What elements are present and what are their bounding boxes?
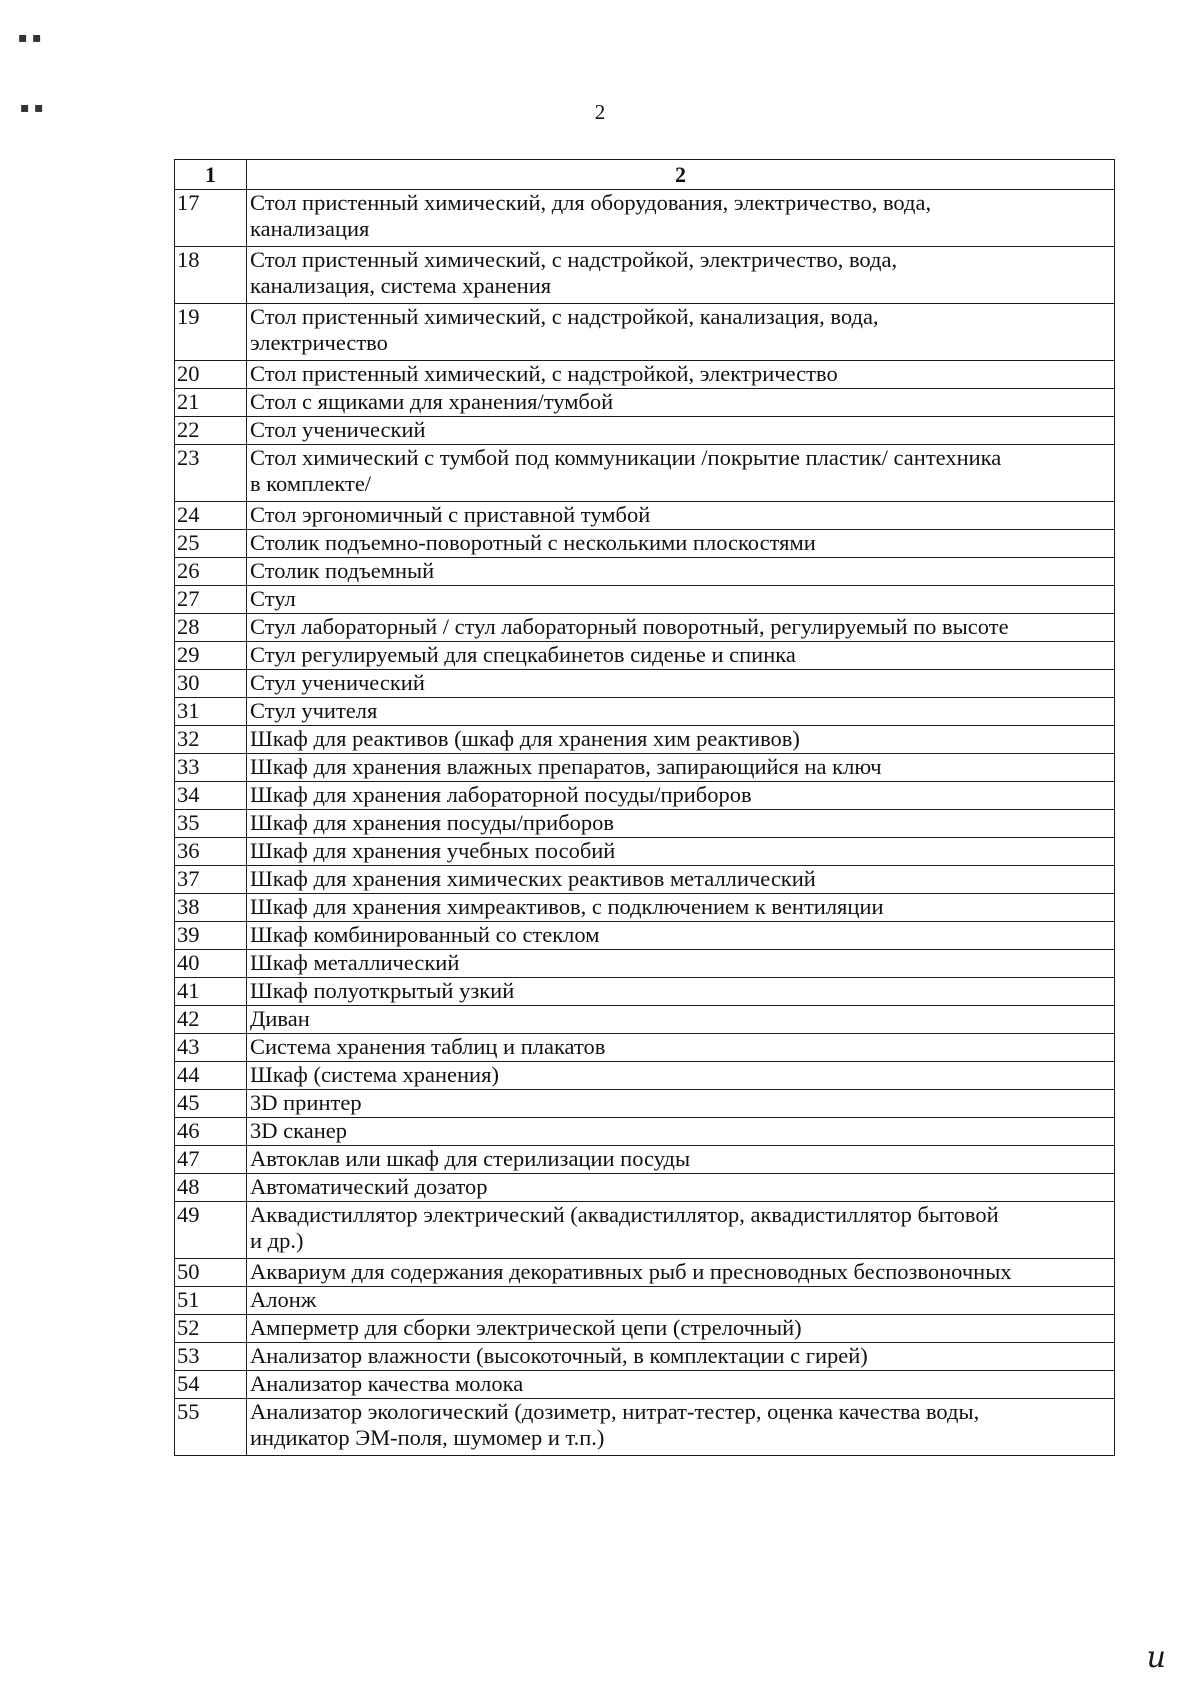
row-item-name: Стул: [247, 586, 1115, 614]
table-row: [175, 502, 1115, 530]
row-item-name: Диван: [247, 1006, 1115, 1034]
handwritten-initial: и: [1146, 1640, 1166, 1675]
row-number: 52: [175, 1315, 247, 1343]
row-item-name: Шкаф полуоткрытый узкий: [247, 978, 1115, 1006]
table-row: [175, 642, 1115, 670]
row-number: 19: [175, 304, 247, 361]
row-number: 41: [175, 978, 247, 1006]
row-number: 21: [175, 389, 247, 417]
row-item-name: Шкаф для хранения лабораторной посуды/приборов: [247, 782, 1115, 810]
row-item-name: Стол пристенный химический, с надстройкой, электричество: [247, 361, 1115, 389]
table-row: [175, 1006, 1115, 1034]
row-item-name: Система хранения таблиц и плакатов: [247, 1034, 1115, 1062]
row-item-name: Анализатор экологический (дозиметр, нитрат-тестер, оценка качества воды, индикатор ЭМ-поля, шумомер и т.п.): [247, 1399, 1115, 1456]
scan-speck: ▪ ▪: [20, 100, 44, 116]
row-number: 27: [175, 586, 247, 614]
table-row: [175, 1343, 1115, 1371]
row-item-name: Шкаф для реактивов (шкаф для хранения хим реактивов): [247, 726, 1115, 754]
row-item-name: Стул лабораторный / стул лабораторный поворотный, регулируемый по высоте: [247, 614, 1115, 642]
table-row: [175, 1118, 1115, 1146]
row-number: 35: [175, 810, 247, 838]
row-item-name: Стол пристенный химический, для оборудования, электричество, вода, канализация: [247, 190, 1115, 247]
table-row: [175, 922, 1115, 950]
row-number: 39: [175, 922, 247, 950]
row-item-name: Стол пристенный химический, с надстройкой, канализация, вода, электричество: [247, 304, 1115, 361]
table-row: [175, 1174, 1115, 1202]
table-row: [175, 978, 1115, 1006]
row-item-name: Стол ученический: [247, 417, 1115, 445]
table-header-row: [175, 160, 1115, 190]
row-number: 29: [175, 642, 247, 670]
row-number: 20: [175, 361, 247, 389]
table-row: [175, 810, 1115, 838]
table-row: [175, 558, 1115, 586]
row-item-name: Автоклав или шкаф для стерилизации посуды: [247, 1146, 1115, 1174]
scan-speck: ▪ ▪: [18, 30, 42, 46]
row-item-name: Шкаф для хранения химических реактивов металлический: [247, 866, 1115, 894]
row-number: 36: [175, 838, 247, 866]
row-number: 33: [175, 754, 247, 782]
row-item-name: Автоматический дозатор: [247, 1174, 1115, 1202]
row-number: 42: [175, 1006, 247, 1034]
row-item-name: Стол пристенный химический, с надстройкой, электричество, вода, канализация, система хранения: [247, 247, 1115, 304]
table-row: [175, 1315, 1115, 1343]
table-row: [175, 1146, 1115, 1174]
row-number: 18: [175, 247, 247, 304]
row-item-name: Амперметр для сборки электрической цепи (стрелочный): [247, 1315, 1115, 1343]
table-row: [175, 754, 1115, 782]
row-item-name: Столик подъемный: [247, 558, 1115, 586]
row-number: 50: [175, 1259, 247, 1287]
row-item-name: Шкаф металлический: [247, 950, 1115, 978]
row-number: 55: [175, 1399, 247, 1456]
table-row: [175, 1090, 1115, 1118]
row-number: 32: [175, 726, 247, 754]
row-item-name: Столик подъемно-поворотный с несколькими плоскостями: [247, 530, 1115, 558]
row-number: 24: [175, 502, 247, 530]
table-row: [175, 698, 1115, 726]
row-item-name: Шкаф для хранения химреактивов, с подключением к вентиляции: [247, 894, 1115, 922]
row-item-name: Стул регулируемый для спецкабинетов сиденье и спинка: [247, 642, 1115, 670]
row-item-name: Шкаф для хранения влажных препаратов, запирающийся на ключ: [247, 754, 1115, 782]
table-row: [175, 586, 1115, 614]
row-item-name: Аквариум для содержания декоративных рыб и пресноводных беспозвоночных: [247, 1259, 1115, 1287]
row-item-name: Аквадистиллятор электрический (аквадистиллятор, аквадистиллятор бытовой и др.): [247, 1202, 1115, 1259]
column-header-number: 1: [175, 160, 247, 190]
table-row: [175, 894, 1115, 922]
row-item-name: Шкаф комбинированный со стеклом: [247, 922, 1115, 950]
row-item-name: Стол с ящиками для хранения/тумбой: [247, 389, 1115, 417]
table-row: [175, 1371, 1115, 1399]
row-number: 45: [175, 1090, 247, 1118]
row-number: 49: [175, 1202, 247, 1259]
row-number: 43: [175, 1034, 247, 1062]
row-item-name: Стул учителя: [247, 698, 1115, 726]
row-number: 38: [175, 894, 247, 922]
row-number: 37: [175, 866, 247, 894]
table-row: [175, 361, 1115, 389]
row-number: 54: [175, 1371, 247, 1399]
row-number: 26: [175, 558, 247, 586]
table-row: [175, 1034, 1115, 1062]
row-number: 22: [175, 417, 247, 445]
table-row: [175, 726, 1115, 754]
table-row: [175, 190, 1115, 247]
table-row: [175, 866, 1115, 894]
row-item-name: Анализатор качества молока: [247, 1371, 1115, 1399]
row-item-name: Стол химический с тумбой под коммуникации /покрытие пластик/ сантехника в комплекте/: [247, 445, 1115, 502]
row-item-name: Анализатор влажности (высокоточный, в комплектации с гирей): [247, 1343, 1115, 1371]
table-row: [175, 530, 1115, 558]
table-row: [175, 304, 1115, 361]
row-number: 40: [175, 950, 247, 978]
row-item-name: 3D принтер: [247, 1090, 1115, 1118]
row-number: 53: [175, 1343, 247, 1371]
row-number: 25: [175, 530, 247, 558]
row-number: 46: [175, 1118, 247, 1146]
table-row: [175, 670, 1115, 698]
row-number: 47: [175, 1146, 247, 1174]
equipment-table: [174, 159, 1115, 1456]
row-item-name: 3D сканер: [247, 1118, 1115, 1146]
row-number: 34: [175, 782, 247, 810]
row-number: 28: [175, 614, 247, 642]
row-item-name: Стул ученический: [247, 670, 1115, 698]
table-body: [175, 190, 1115, 1456]
row-number: 17: [175, 190, 247, 247]
row-item-name: Шкаф (система хранения): [247, 1062, 1115, 1090]
row-number: 51: [175, 1287, 247, 1315]
table-row: [175, 389, 1115, 417]
row-number: 31: [175, 698, 247, 726]
table-row: [175, 1287, 1115, 1315]
table-row: [175, 782, 1115, 810]
column-header-name: 2: [247, 160, 1115, 190]
table-row: [175, 1062, 1115, 1090]
table-row: [175, 614, 1115, 642]
row-number: 23: [175, 445, 247, 502]
table-row: [175, 838, 1115, 866]
table-row: [175, 1399, 1115, 1456]
page-number: 2: [594, 100, 606, 124]
row-item-name: Алонж: [247, 1287, 1115, 1315]
table-row: [175, 445, 1115, 502]
row-item-name: Шкаф для хранения учебных пособий: [247, 838, 1115, 866]
table-row: [175, 1202, 1115, 1259]
row-number: 30: [175, 670, 247, 698]
row-number: 48: [175, 1174, 247, 1202]
row-item-name: Стол эргономичный с приставной тумбой: [247, 502, 1115, 530]
table-row: [175, 417, 1115, 445]
row-item-name: Шкаф для хранения посуды/приборов: [247, 810, 1115, 838]
row-number: 44: [175, 1062, 247, 1090]
table-row: [175, 1259, 1115, 1287]
table-row: [175, 950, 1115, 978]
table-row: [175, 247, 1115, 304]
